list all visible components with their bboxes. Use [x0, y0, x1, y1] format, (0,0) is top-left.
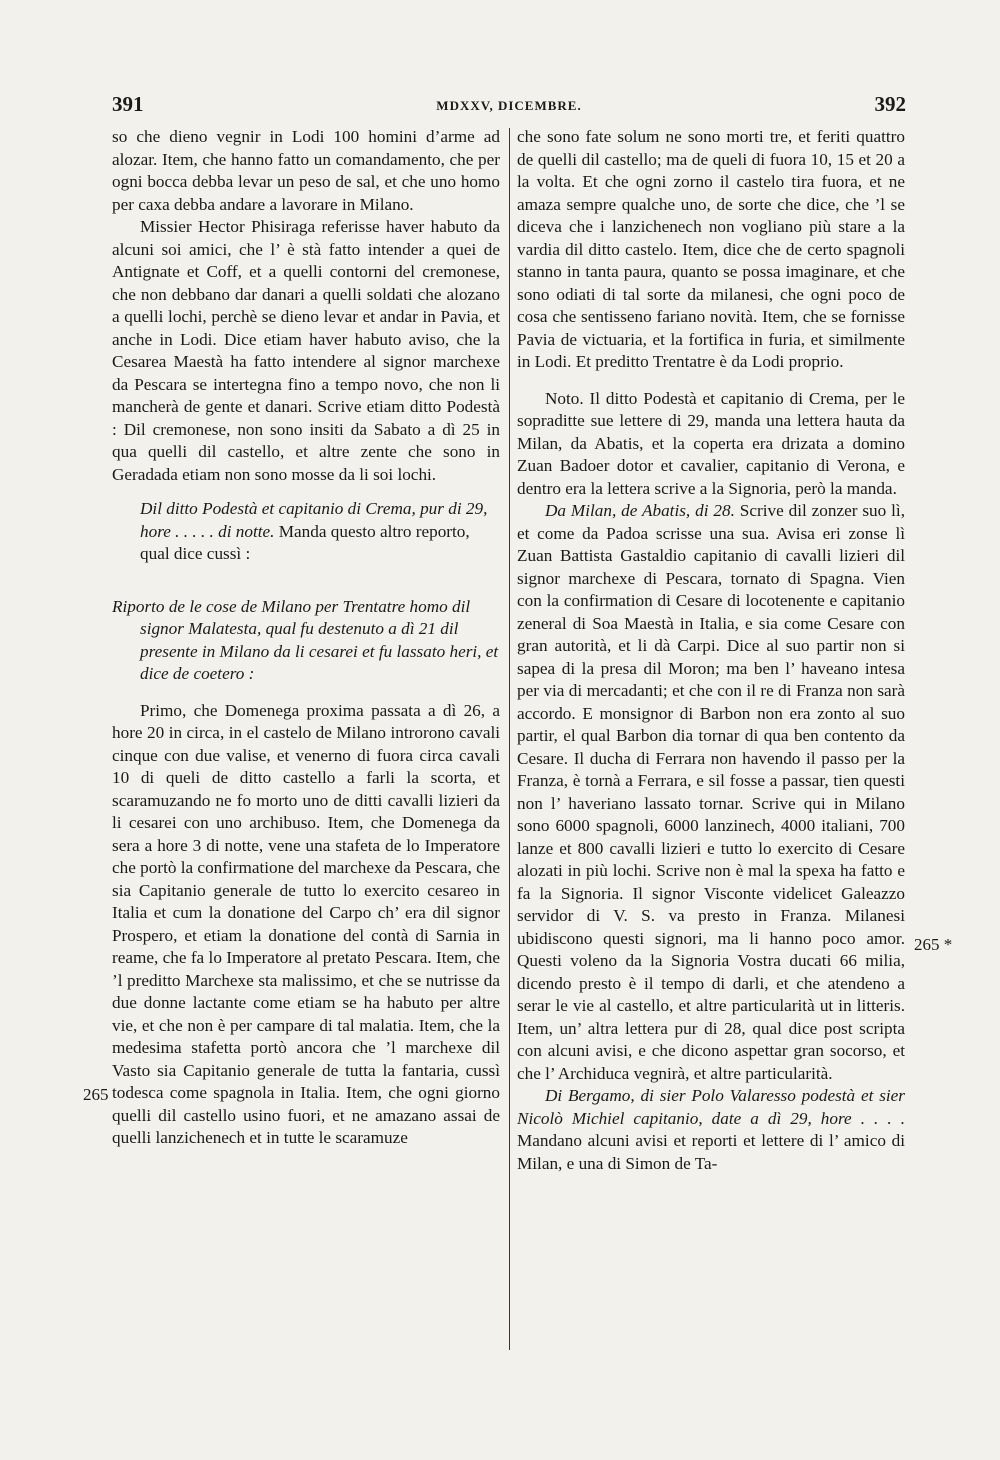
section-heading: [112, 498, 500, 566]
page-header: [112, 92, 906, 120]
paragraph-text: Scrive dil zonzer suo lì, et come da Padoa scrisse una sua. Avisa eri zonse lì Zuan Battista Gastaldio capitanio di cavalli lizieri dil signor marchexe di Pescara, tornato di Spagna. Vien con la confirmation di Cesare di locotenente e capitanio zeneral di Soa Maestà in Italia, e sia come Cesare con gran autorità, et li dà Carpi. Dice al suo partir non si sapea di la presa dil Moron; ma ben l’ haveano intesa per via di mercadanti; et che con il re di Franza non sarà accordo. E monsignor di Barbon non era zonto al suo partir, el qual Barbon dia tornar di qua ben contento da Cesare. Il ducha di Ferrara non havendo il passo per la Franza, è tornà a Ferrara, e sil fosse a passar, tien questi non l’ haveriano lassato tornar. Scrive qui in Milano sono 6000 spagnoli, 6000 lanzinech, 4000 italiani, 700 lanze et 800 cavalli lizieri e tutto lo exercito di Cesare alozati in più lochi. Scrive non è mal la spexa ha fatto e fa la Signoria. Il signor Visconte videlicet Galeazzo servidor di V. S. va presto in Franza. Milanesi ubidiscono questi signori, ma li hanno poco amor. Questi voleno da la Signoria Vostra ducati 66 milia, dicendo presto è il tempo di darli, et che atendeno a serar le vie al castello, et altre particularità ut in litteris. Item, un’ altra lettera pur di 28, qual dice post scripta con alcuni avisi, e che dicono aspettar gran socorso, et che l’ Archiduca vegnirà, et altre particularità.: [517, 501, 905, 1083]
page-number-right: 392: [874, 92, 906, 116]
right-column: [517, 126, 905, 1175]
column-divider: [509, 128, 510, 1350]
paragraph: Noto. Il ditto Podestà et capitanio di Crema, per le sopraditte sue lettere di 29, manda una lettera hauta da Milan, da Abatis, et la coperta era drizata a domino Zuan Badoer dotor et cavalier, capitanio di Verona, e dentro era la lettera scrive a la Signoria, però la manda.: [517, 388, 905, 498]
paragraph: [517, 500, 905, 1085]
paragraph: Missier Hector Phisiraga referisse haver habuto da alcuni soi amici, che l’ è stà fatto intender a quei de Antignate et Coff, et a quelli contorni del cremonese, che non debbano dar danari a quelli soldati che alozano a quelli lochi, perchè se dieno levar et andar in Pavia, et anche in Lodi. Dice etiam haver habuto aviso, che la Cesarea Maestà ha fatto intendere al signor marchexe da Pescara se intertegna fino a tempo novo, che non li mancherà de gente et danari. Scrive etiam ditto Podestà : Dil cremonese, non sono insiti da Sabato a dì 25 in qua quelli dil castello, et altre zente che sono in Geradada etiam non sono mosse da li soi lochi.: [112, 217, 500, 484]
paragraph: che sono fate solum ne sono morti tre, et feriti quattro de quelli dil castello; ma de queli di fuora 10, 15 et 20 a la volta. Et che ogni zorno il castelo tira fuora, et ne amaza sempre qualche uno, de sorte che dice, che ’l se diceva che i lanzichenech non vogliano più stare a la vardia dil ditto castelo. Item, dice che de certo spagnoli stanno in tanta paura, quanto se possa imaginare, et che sono odiati di tal sorte da milanesi, che ogni poco de cosa che sentisseno fariano novità. Item, che se fornisse Pavia de victuaria, et la fortifica in furia, et similmente in Lodi. Et preditto Trentatre è da Lodi proprio.: [517, 127, 905, 371]
heading-italic: Da Milan, de Abatis, di 28.: [545, 501, 735, 520]
paragraph-text: Mandano alcuni avisi et reporti et lettere di l’ amico di Milan, e una di Simon de Ta-: [517, 1131, 905, 1173]
page-number-left: 391: [112, 92, 144, 116]
left-column: [112, 126, 500, 1150]
paragraph: [517, 1085, 905, 1175]
margin-note-left: 265: [83, 1085, 109, 1104]
paragraph: so che dieno vegnir in Lodi 100 homini d’arme ad alozar. Item, che hanno fatto un comandamento, che per ogni bocca debba levar un peso de sal, et che uno homo per caxa debba andare a lavorare in Milano.: [112, 127, 500, 214]
report-heading: [112, 596, 500, 686]
running-head: MDXXV, DICEMBRE.: [436, 98, 582, 113]
paragraph: Primo, che Domenega proxima passata a dì 26, a hore 20 in circa, in el castelo de Milano introrono cavali cinque con due valise, et venerno di fuora circa cavali 10 di queli de ditto castello a farli la scorta, et scaramuzando ne fo morto uno de ditti cavalli lizieri da li cesarei con uno archibuso. Item, che Domenega da sera a hore 3 di notte, vene una stafeta de lo Imperatore che portò la confirmatione del marchexe da Pescara, che sia Capitanio generale de tutto lo exercito cesareo in Italia et cum la donatione del Carpo ch’ era dil signor Prospero, et etiam la donatione del contà di Sarnia in reame, che fa lo Imperatore al pretato Pescara. Item, che ’l preditto Marchexe sta malissimo, et che se nutrisse da due donne lactante come etiam se ha habuto per altre vie, et che non è per campare di tal malatia. Item, che la medesima stafetta portò ancora che ’l marchexe dil Vasto sia Capitanio generale de tutta la fantaria, cussì todesca come spagnola in Italia. Item, che ogni giorno quelli dil castello usino fuori, et ne amazano assai de quelli lanzichenech et in tutte le scaramuze: [112, 700, 500, 1147]
heading-italic: Di Bergamo, di sier Polo Valaresso podestà et sier Nicolò Michiel capitanio, date a dì 29, hore . . . .: [517, 1086, 905, 1128]
heading-text: Manda questo altro reporto, qual dice cussì :: [140, 521, 470, 563]
heading-italic: Riporto de le cose de Milano per Trentatre homo dil signor Malatesta, qual fu destenuto a dì 21 dil presente in Milano da li cesarei et fu lassato heri, et dice de coetero :: [112, 596, 499, 683]
heading-italic: Dil ditto Podestà et capitanio di Crema, pur di 29, hore . . . . . di notte.: [140, 499, 488, 541]
margin-note-right: 265 *: [914, 935, 953, 954]
